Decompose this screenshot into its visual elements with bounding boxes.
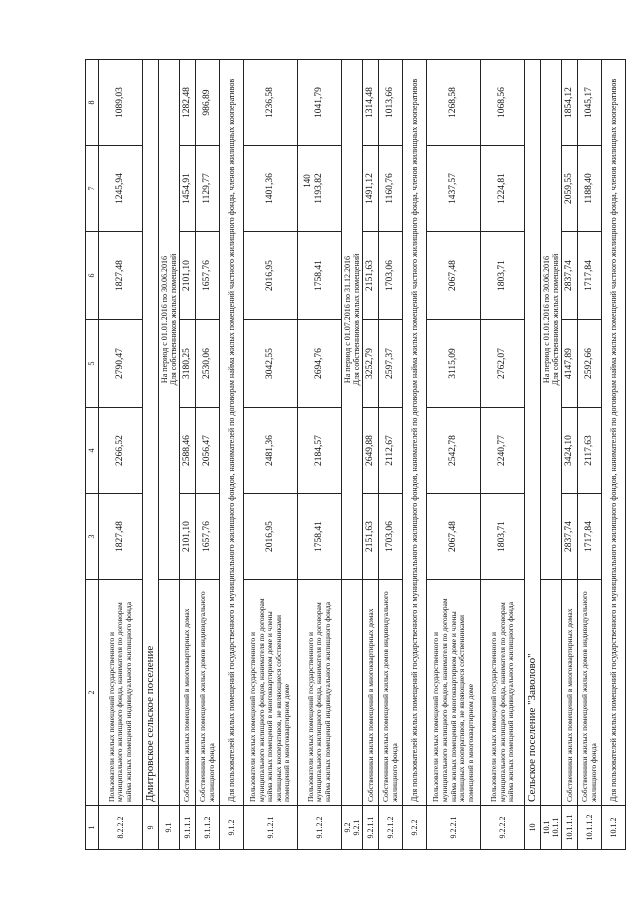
row-description: Пользователи жилых помещений государственного и муниципального жилищного фонда, нанимателя по договорам найма жилых помещений индивидуального жилищного фонда (298, 580, 342, 806)
tariff-value: 1245,94 (99, 146, 143, 232)
tariff-value: 2184,57 (298, 408, 342, 494)
tariff-value: 2151,63 (363, 494, 379, 580)
group-title: Для пользователей жилых помещений государственного и муниципального жилищного фондов, нанимателей по договорам найма жилых помещений частного жилищного фонда, членов жилищных кооперативов (602, 60, 626, 806)
tariff-value: 2056,47 (196, 408, 220, 494)
period-subgroup: Для собственников жилых помещений (551, 253, 561, 386)
table-row (562, 60, 578, 850)
subgroup-code: 9.2.1 (352, 819, 362, 836)
table-row (427, 60, 481, 850)
tariff-value: 4147,89 (562, 320, 578, 408)
tariff-value: 2592,66 (578, 320, 602, 408)
period-code: 9.2 (343, 822, 353, 833)
section-row (143, 60, 159, 850)
row-code: 10.1.1.2 (578, 806, 602, 850)
group-title: Для пользователей жилых помещений государственного и муниципального жилищного фондов, нанимателей по договорам найма жилых помещений частного жилищного фонда, членов жилищных кооперативов (403, 60, 427, 806)
tariff-value: 1224,81 (481, 146, 525, 232)
row-code: 9.1 (158, 806, 179, 850)
row-code: 10 (525, 806, 541, 850)
row-code: 9.2.2.2 (481, 806, 525, 850)
table-row (298, 60, 342, 850)
period-label: На период с 01.07.2016 по 31.12.2016 (343, 255, 353, 384)
tariff-value: 1717,84 (578, 232, 602, 320)
period-label: На период с 01.01.2016 по 30.06.2016 (542, 255, 552, 384)
table-row (363, 60, 379, 850)
row-code: 9.1.1.1 (180, 806, 196, 850)
tariff-value: 2266,52 (99, 408, 143, 494)
column-header: 1 (86, 806, 99, 850)
tariff-value: 3180,25 (180, 320, 196, 408)
tariff-value: 1089,03 (99, 60, 143, 146)
tariff-value: 1657,76 (196, 494, 220, 580)
row-code: 9.1.1.2 (196, 806, 220, 850)
empty-cell (541, 580, 562, 806)
subgroup-code: 10.1.1 (551, 817, 561, 838)
group-row (403, 60, 427, 850)
row-description: Собственники жилых помещений жилых домов индивидуального жилищного фонда (379, 580, 403, 806)
tariff-value: 2101,10 (180, 232, 196, 320)
table-body (86, 60, 626, 850)
tariff-value: 2694,76 (298, 320, 342, 408)
tariff-value: 2016,95 (244, 494, 298, 580)
period-row (158, 60, 179, 850)
period-subgroup: Для собственников жилых помещений (352, 253, 362, 386)
column-header: 5 (86, 320, 99, 408)
tariff-value: 1827,48 (99, 232, 143, 320)
section-row (525, 60, 541, 850)
tariff-value: 2059,55 (562, 146, 578, 232)
period-label: На период с 01.01.2016 по 30.06.2016 (159, 255, 169, 384)
row-code: 8.2.2.2 (99, 806, 143, 850)
tariff-value: 1236,58 (244, 60, 298, 146)
period-cell (158, 60, 179, 580)
table-row (481, 60, 525, 850)
row-code: 9.1.2.1 (244, 806, 298, 850)
tariff-value: 1160,76 (379, 146, 403, 232)
tariff-value: 2112,67 (379, 408, 403, 494)
row-description: Собственники жилых помещений в многоквартирных домах (562, 580, 578, 806)
tariff-value: 1193,82 (298, 146, 342, 232)
row-code (541, 806, 562, 850)
tariff-value: 2067,48 (427, 232, 481, 320)
tariff-value: 2762,07 (481, 320, 525, 408)
tariff-value: 2101,10 (180, 494, 196, 580)
tariff-value: 2790,47 (99, 320, 143, 408)
tariff-value: 3042,55 (244, 320, 298, 408)
tariff-value: 1068,56 (481, 60, 525, 146)
column-header: 6 (86, 232, 99, 320)
section-title: Дмитровское сельское поселение (143, 60, 159, 806)
period-cell (342, 60, 363, 580)
table-row (578, 60, 602, 850)
tariff-value: 1703,06 (379, 232, 403, 320)
tariff-value: 3252,79 (363, 320, 379, 408)
table-row (99, 60, 143, 850)
tariff-value: 1268,58 (427, 60, 481, 146)
group-title: Для пользователей жилых помещений государственного и муниципального жилищного фондов, нанимателей по договорам найма жилых помещений частного жилищного фонда, членов жилищных кооперативов (220, 60, 244, 806)
tariff-value: 1041,79 (298, 60, 342, 146)
row-code: 10.1.2 (602, 806, 626, 850)
group-row (602, 60, 626, 850)
tariff-value: 1454,91 (180, 146, 196, 232)
row-code: 9 (143, 806, 159, 850)
empty-cell (158, 580, 179, 806)
tariff-value: 1758,41 (298, 232, 342, 320)
tariff-value: 2240,77 (481, 408, 525, 494)
period-subgroup: Для собственников жилых помещений (168, 253, 178, 386)
row-code: 9.2.1.2 (379, 806, 403, 850)
tariff-value: 1657,76 (196, 232, 220, 320)
column-header: 2 (86, 580, 99, 806)
tariff-value: 2067,48 (427, 494, 481, 580)
row-code (342, 806, 363, 850)
column-header: 7 (86, 146, 99, 232)
tariff-value: 1314,48 (363, 60, 379, 146)
tariff-value: 1803,71 (481, 494, 525, 580)
tariff-value: 1437,57 (427, 146, 481, 232)
row-description: Пользователи жилых помещений государственного и муниципального жилищного фонда, нанимателя по договорам найма жилых помещений индивидуального жилищного фонда (481, 580, 525, 806)
row-code: 9.2.2.1 (427, 806, 481, 850)
period-row (541, 60, 562, 850)
tariff-value: 1758,41 (298, 494, 342, 580)
tariff-value: 2151,63 (363, 232, 379, 320)
tariff-value: 1491,12 (363, 146, 379, 232)
tariff-value: 2649,88 (363, 408, 379, 494)
tariff-value: 3424,10 (562, 408, 578, 494)
tariff-value: 2837,74 (562, 232, 578, 320)
tariff-value: 1803,71 (481, 232, 525, 320)
table-row (244, 60, 298, 850)
tariff-value: 1827,48 (99, 494, 143, 580)
tariff-value: 2542,78 (427, 408, 481, 494)
row-code: 10.1.1.1 (562, 806, 578, 850)
tariff-value: 1045,17 (578, 60, 602, 146)
column-header: 8 (86, 60, 99, 146)
row-description: Собственники жилых помещений жилых домов индивидуального жилищного фонда (578, 580, 602, 806)
tariff-table (85, 59, 626, 850)
section-title: Сельское поселение "Заволово" (525, 60, 541, 806)
tariff-value: 2016,95 (244, 232, 298, 320)
tariff-value: 2588,46 (180, 408, 196, 494)
row-description: Пользователи жилых помещений государственного и муниципального жилищного фонда, нанимателя по договорам найма жилых помещений индивидуального жилищного фонда (99, 580, 143, 806)
empty-cell (342, 580, 363, 806)
tariff-value: 1129,77 (196, 146, 220, 232)
tariff-value: 2597,37 (379, 320, 403, 408)
rotated-page (85, 60, 619, 850)
tariff-value: 2117,63 (578, 408, 602, 494)
tariff-value: 1703,06 (379, 494, 403, 580)
tariff-value: 2481,36 (244, 408, 298, 494)
tariff-value: 1717,84 (578, 494, 602, 580)
tariff-value: 1188,40 (578, 146, 602, 232)
tariff-value: 1401,36 (244, 146, 298, 232)
period-code: 10.1 (542, 820, 552, 835)
table-row (379, 60, 403, 850)
tariff-value: 2530,06 (196, 320, 220, 408)
column-header: 4 (86, 408, 99, 494)
row-code: 9.1.2 (220, 806, 244, 850)
row-description: Собственники жилых помещений жилых домов индивидуального жилищного фонда (196, 580, 220, 806)
row-code: 9.2.2 (403, 806, 427, 850)
group-row (220, 60, 244, 850)
tariff-value: 986,89 (196, 60, 220, 146)
tariff-value: 1282,48 (180, 60, 196, 146)
tariff-value: 1013,66 (379, 60, 403, 146)
period-row (342, 60, 363, 850)
tariff-value: 1854,12 (562, 60, 578, 146)
table-row (180, 60, 196, 850)
tariff-value: 2837,74 (562, 494, 578, 580)
row-description: Пользователи жилых помещений государственного и муниципального жилищного фондов, нанимателя по договорам найма жилых помещений в многоквартирном доме и члены жилищных кооперативов, не являющиеся собственниками помещений в многоквартирном доме (244, 580, 298, 806)
row-description: Собственники жилых помещений в многоквартирных домах (363, 580, 379, 806)
header-row (86, 60, 99, 850)
tariff-value: 3115,09 (427, 320, 481, 408)
page-number: 140 (301, 174, 312, 188)
row-description: Пользователи жилых помещений государственного и муниципального жилищного фондов, нанимателя по договорам найма жилых помещений в многоквартирном доме и члены жилищных кооперативов, не являющиеся собственниками помещений в многоквартирном доме (427, 580, 481, 806)
row-code: 9.2.1.1 (363, 806, 379, 850)
row-code: 9.1.2.2 (298, 806, 342, 850)
column-header: 3 (86, 494, 99, 580)
row-description: Собственники жилых помещений в многоквартирных домах (180, 580, 196, 806)
period-cell (541, 60, 562, 580)
table-row (196, 60, 220, 850)
